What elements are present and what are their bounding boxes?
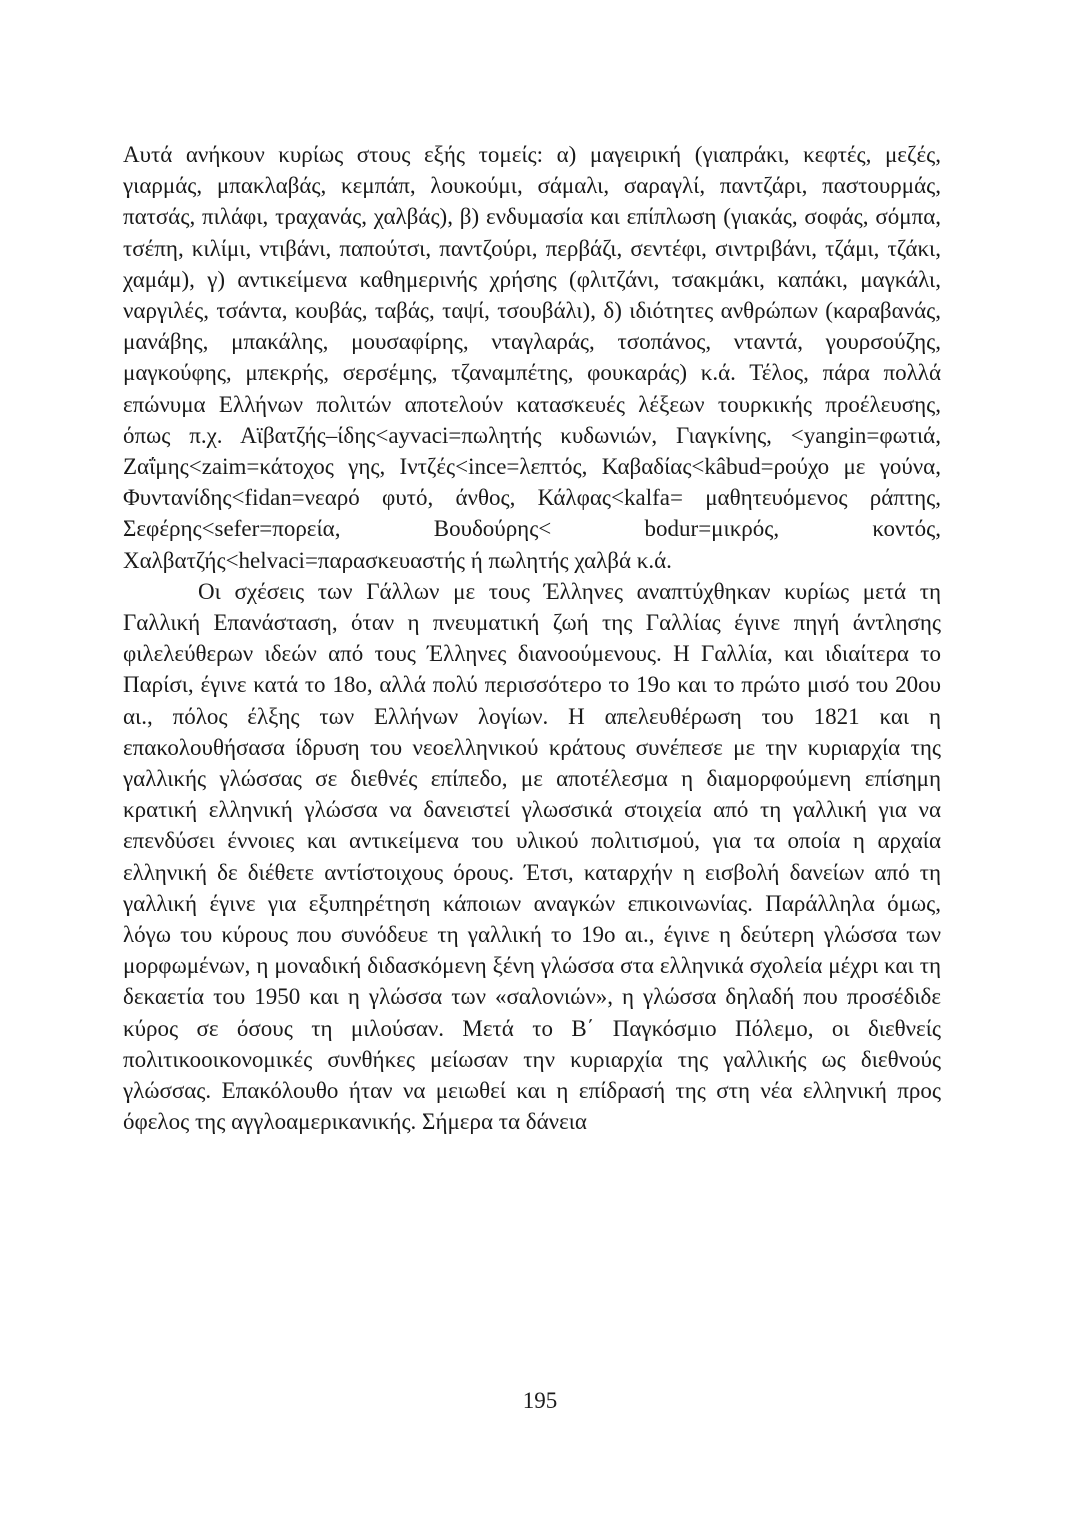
paragraph-turkish-loanwords: Αυτά ανήκουν κυρίως στους εξής τομείς: α) μαγειρική (γιαπράκι, κεφτές, μεζές, γιαρμάς, μπακλαβάς, κεμπάπ, λουκούμι, σάμαλι, σαραγλί, παντζάρι, παστουρμάς, πατσάς, πιλάφι, τραχανάς, χαλβάς), β) ενδυμασία και επίπλωση (γιακάς, σοφάς, σόμπα, τσέπη, κιλίμι, ντιβάνι, παπούτσι, παντζούρι, περβάζι, σεντέφι, σιντριβάνι, τζάμι, τζάκι, χαμάμ), γ) αντικείμενα καθημερινής χρήσης (φλιτζάνι, τσακμάκι, καπάκι, μαγκάλι, ναργιλές, τσάντα, κουβάς, ταβάς, ταψί, τσουβάλι), δ) ιδιότητες ανθρώπων (καραβανάς, μανάβης, μπακάλης, μουσαφίρης, νταγλαράς, τσοπάνος, νταντά, γουρσούζης, μαγκούφης, μπεκρής, σερσέμης, τζαναμπέτης, φουκαράς) κ.ά. Τέλος, πάρα πολλά επώνυμα Ελλήνων πολιτών αποτελούν κατασκευές λέξεων τουρκικής προέλευσης, όπως π.χ. Αϊβατζής–ίδης<ayvaci=πωλητής κυδωνιών, Γιαγκίνης, <yangin=φωτιά, Ζαΐμης<zaim=κάτοχος γης, Ιντζές<ince=λεπτός, Καβαδίας<kâbud=ρούχο με γούνα, Φυντανίδης<fidan=νεαρό φυτό, άνθος, Κάλφας<kalfa= μαθητευόμενος ράπτης, Σεφέρης<sefer=πορεία, Βουδούρης< bodur=μικρός, κοντός, Χαλβατζής<helvaci=παρασκευαστής ή πωλητής χαλβά κ.ά. [123,142,941,573]
page-number: 195 [522,1388,558,1413]
body-text [123,139,941,1138]
paragraph-french-influence: Οι σχέσεις των Γάλλων με τους Έλληνες αναπτύχθηκαν κυρίως μετά τη Γαλλική Επανάσταση, όταν η πνευματική ζωή της Γαλλίας έγινε πηγή άντλησης φιλελεύθερων ιδεών από τους Έλληνες διανοούμενους. Η Γαλλία, και ιδιαίτερα το Παρίσι, έγινε κατά το 18ο, αλλά πολύ περισσότερο το 19ο και το πρώτο μισό του 20ου αι., πόλος έλξης των Ελλήνων λογίων. Η απελευθέρωση του 1821 και η επακολουθήσασα ίδρυση του νεοελληνικού κράτους συνέπεσε με την κυριαρχία της γαλλικής γλώσσας σε διεθνές επίπεδο, με αποτέλεσμα η διαμορφούμενη επίσημη κρατική ελληνική γλώσσα να δανειστεί γλωσσικά στοιχεία από τη γαλλική για να επενδύσει έννοιες και αντικείμενα του υλικού πολιτισμού, για τα οποία η αρχαία ελληνική δε διέθετε αντίστοιχους όρους. Έτσι, καταρχήν η εισβολή δανείων από τη γαλλική έγινε για εξυπηρέτηση κάποιων αναγκών επικοινωνίας. Παράλληλα όμως, λόγω του κύρους που συνόδευε τη γαλλική το 19ο αι., έγινε η δεύτερη γλώσσα των μορφωμένων, η μοναδική διδασκόμενη ξένη γλώσσα στα ελληνικά σχολεία μέχρι και τη δεκαετία του 1950 και η γλώσσα των «σαλονιών», η γλώσσα δηλαδή που προσέδιδε κύρος σε όσους τη μιλούσαν. Μετά το Β΄ Παγκόσμιο Πόλεμο, οι διεθνείς πολιτικοοικονομικές συνθήκες μείωσαν την κυριαρχία της γαλλικής ως διεθνούς γλώσσας. Επακόλουθο ήταν να μειωθεί και η επίδρασή της στη νέα ελληνική προς όφελος της αγγλοαμερικανικής. Σήμερα τα δάνεια [123,578,941,1135]
